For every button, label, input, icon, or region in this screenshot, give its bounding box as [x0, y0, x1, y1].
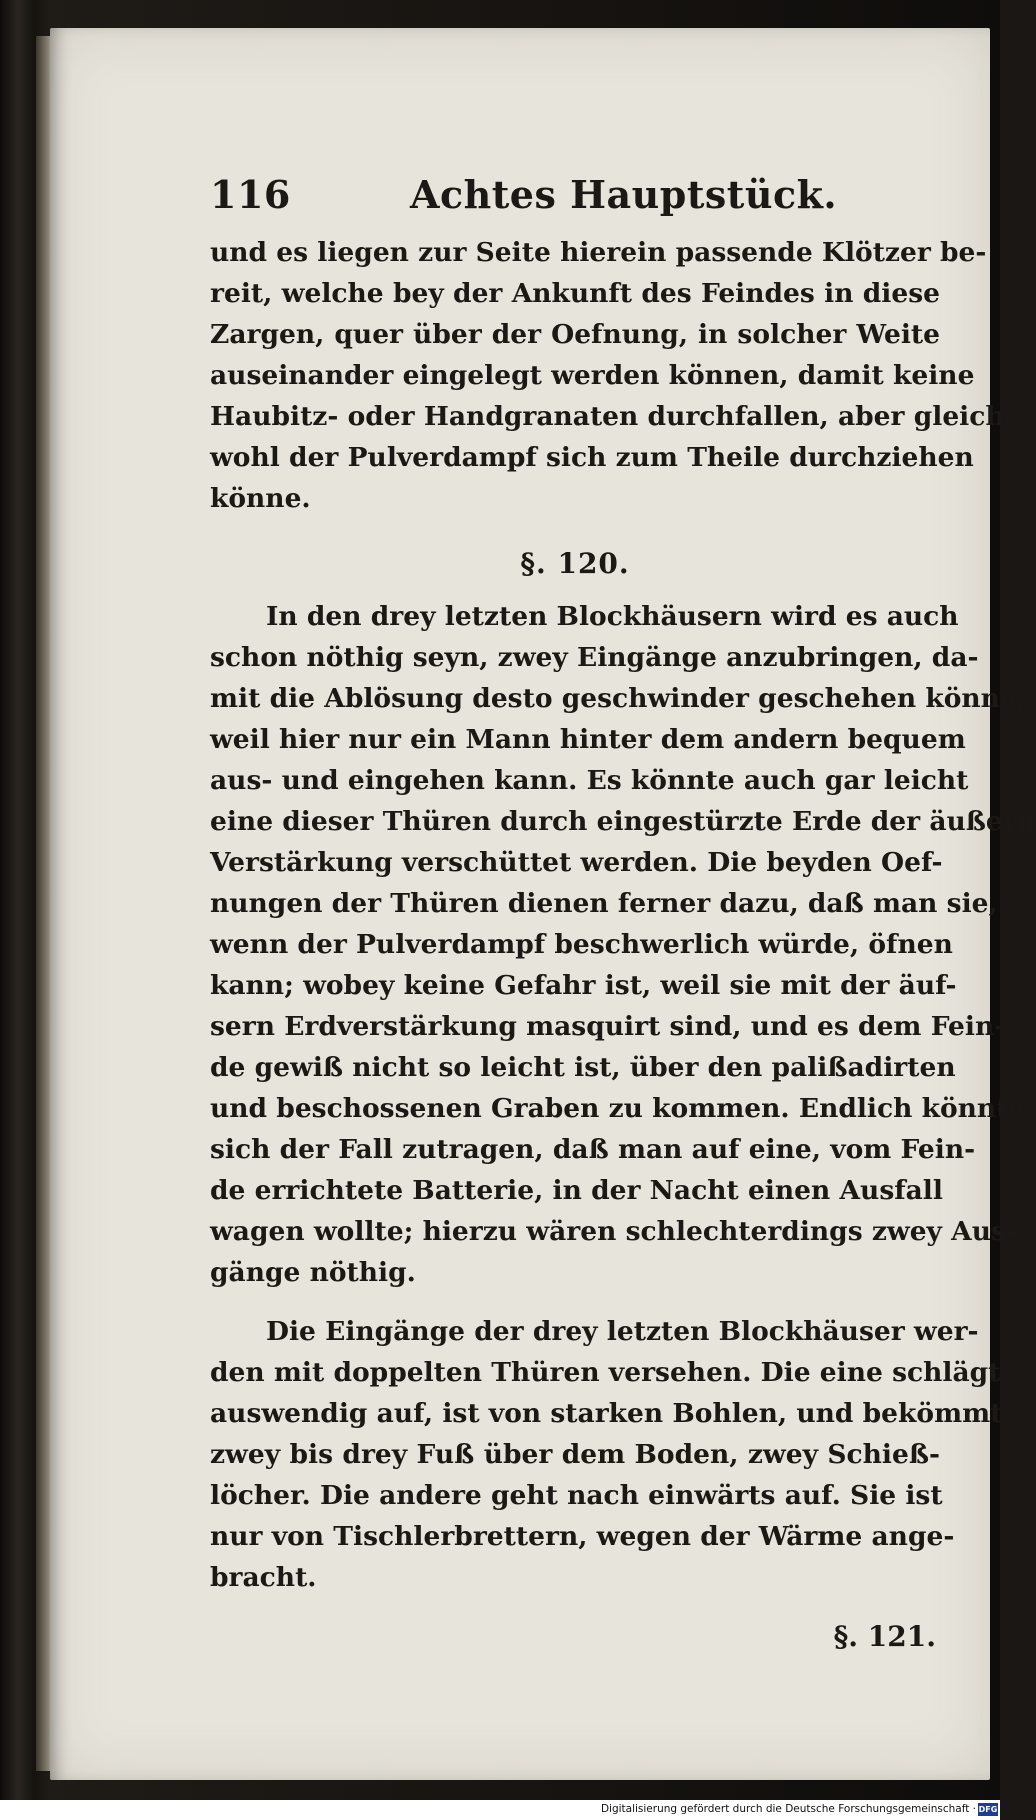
- text-line: und es liegen zur Seite hierein passende Klötzer be-: [210, 237, 987, 268]
- text-line: auswendig auf, ist von starken Bohlen, und bekömmt,: [210, 1398, 1012, 1429]
- text-line: wenn der Pulverdampf beschwerlich würde, öfnen: [210, 929, 953, 960]
- page-number: 116: [210, 172, 291, 217]
- running-head: Achtes Hauptstück.: [410, 172, 838, 217]
- text-line: eine dieser Thüren durch eingestürzte Erde der äußern: [210, 806, 1036, 837]
- text-line: wohl der Pulverdampf sich zum Theile durchziehen: [210, 442, 974, 473]
- text-line: reit, welche bey der Ankunft des Feindes in diese: [210, 278, 940, 309]
- text-line: de errichtete Batterie, in der Nacht einen Ausfall: [210, 1175, 943, 1206]
- text-line: schon nöthig seyn, zwey Eingänge anzubringen, da-: [210, 642, 979, 673]
- text-line: de gewiß nicht so leicht ist, über den palißadirten: [210, 1052, 956, 1083]
- text-line: weil hier nur ein Mann hinter dem andern bequem: [210, 724, 966, 755]
- text-line: löcher. Die andere geht nach einwärts auf. Sie ist: [210, 1480, 943, 1511]
- text-line: sern Erdverstärkung masquirt sind, und es dem Fein-: [210, 1011, 1006, 1042]
- text-line: In den drey letzten Blockhäusern wird es auch: [266, 601, 959, 632]
- text-line: auseinander eingelegt werden können, damit keine: [210, 360, 975, 391]
- text-line: sich der Fall zutragen, daß man auf eine, vom Fein-: [210, 1134, 976, 1165]
- text-line: mit die Ablösung desto geschwinder geschehen könne,: [210, 683, 1027, 714]
- section-heading: §. 120.: [520, 547, 630, 580]
- text-line: zwey bis drey Fuß über dem Boden, zwey Schieß-: [210, 1439, 940, 1470]
- paragraph-1: [210, 232, 1016, 519]
- text-line: Haubitz- oder Handgranaten durchfallen, aber gleich-: [210, 401, 1016, 432]
- text-line: nur von Tischlerbrettern, wegen der Wärme ange-: [210, 1521, 955, 1552]
- text-line: kann; wobey keine Gefahr ist, weil sie mit der äuf-: [210, 970, 957, 1001]
- page-text: [210, 172, 1036, 1653]
- text-line: und beschossenen Graben zu kommen. Endlich könnte: [210, 1093, 1026, 1124]
- text-line: Die Eingänge der drey letzten Blockhäuser wer-: [266, 1316, 979, 1347]
- digitization-credit: Digitalisierung gefördert durch die Deutsche Forschungsgemeinschaft ·: [600, 1803, 976, 1815]
- text-line: könne.: [210, 483, 311, 514]
- page-header: [210, 172, 940, 232]
- paragraph-3: [210, 1311, 1012, 1598]
- text-line: Zargen, quer über der Oefnung, in solcher Weite: [210, 319, 940, 350]
- text-line: aus- und eingehen kann. Es könnte auch gar leicht: [210, 765, 969, 796]
- text-line: den mit doppelten Thüren versehen. Die eine schlägt: [210, 1357, 1001, 1388]
- text-line: gänge nöthig.: [210, 1257, 416, 1288]
- dfg-logo: DFG: [978, 1805, 998, 1814]
- text-line: Verstärkung verschüttet werden. Die beyden Oef-: [210, 847, 943, 878]
- paragraph-2: [210, 596, 1036, 1293]
- paragraph-gap: [210, 1293, 940, 1311]
- text-line: bracht.: [210, 1562, 317, 1593]
- text-line: nungen der Thüren dienen ferner dazu, daß man sie,: [210, 888, 998, 919]
- catchword: §. 121.: [833, 1620, 936, 1653]
- text-line: wagen wollte; hierzu wären schlechterdings zwey Aus-: [210, 1216, 1017, 1247]
